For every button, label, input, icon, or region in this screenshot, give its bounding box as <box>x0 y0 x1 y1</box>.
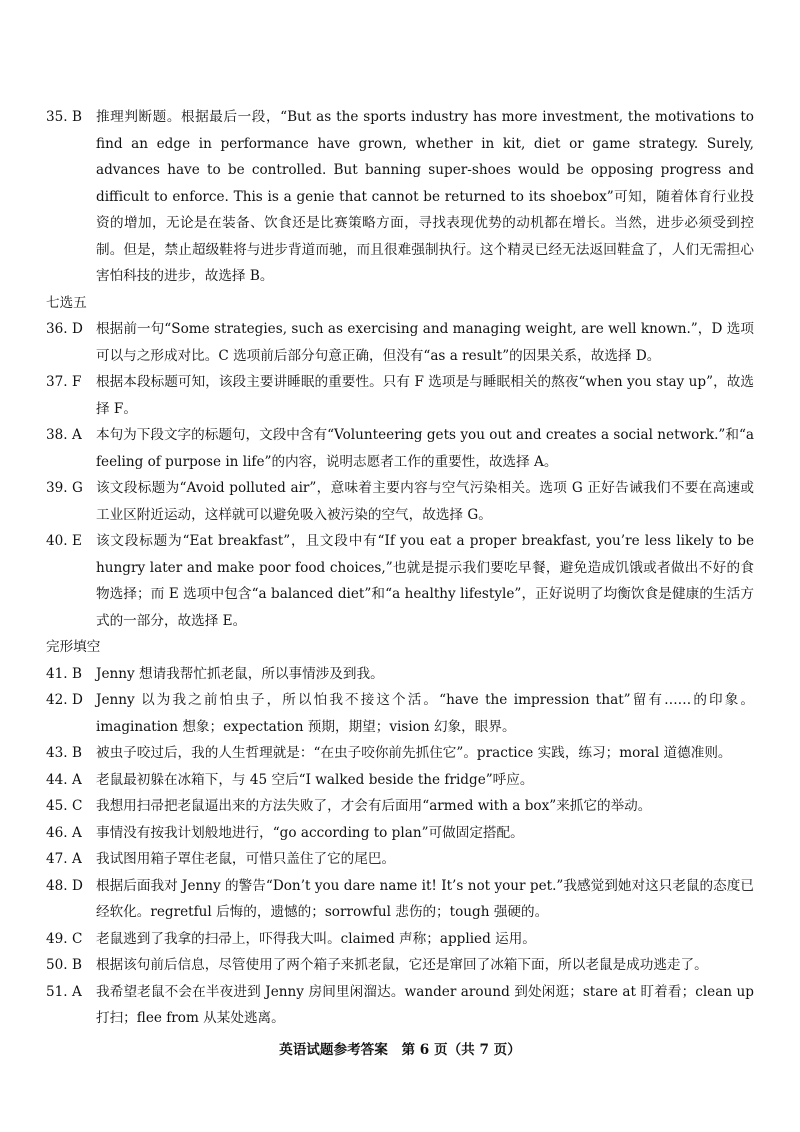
answer-explanation: 推理判断题。根据最后一段，“But as the sports industry has more investment, the motivations to find an edge in performance have grown, whether in kit, diet or game strategy. Surely, advances have to be controlled. But banning super-shoes would be opposing progress and difficult to enforce. This is a genie that cannot be returned to its shoebox”可知，随着体育行业投资的增加，无论是在装备、饮食还是比赛策略方面，寻找表现优势的动机都在增长。当然，进步必须受到控制。但是，禁止超级鞋将与进步背道而驰，而且很难强制执行。这个精灵已经无法返回鞋盒了，人们无需担心害怕科技的进步，故选择 B。 <box>96 109 754 284</box>
answer-item-36 <box>46 316 754 369</box>
answer-number: 51. A <box>46 983 82 1000</box>
answer-item-43 <box>46 740 754 767</box>
answer-item-48 <box>46 873 754 926</box>
answer-item-46 <box>46 820 754 847</box>
answer-explanation: 根据本段标题可知，该段主要讲睡眠的重要性。只有 F 选项是与睡眠相关的熬夜“when you stay up”，故选择 F。 <box>96 374 754 417</box>
answer-explanation: 我想用扫帚把老鼠逼出来的方法失败了，才会有后面用“armed with a box”来抓它的举动。 <box>96 798 652 814</box>
answer-item-42 <box>46 687 754 740</box>
answer-number: 35. B <box>46 109 82 125</box>
answer-explanation: 该文段标题为“Eat breakfast”，且文段中有“If you eat a proper breakfast, you’re less likely to be hungry later and make poor food choices,”也就是提示我们要吃早餐，避免造成饥饿或者做出不好的食物选择；而 E 选项中包含“a balanced diet”和“a healthy lifestyle”，正好说明了均衡饮食是健康的生活方式的一部分，故选择 E。 <box>96 533 754 629</box>
answer-explanation: 被虫子咬过后，我的人生哲理就是：“在虫子咬你前先抓住它”。practice 实践，练习；moral 道德准则。 <box>96 745 732 761</box>
answer-item-44 <box>46 767 754 794</box>
answer-explanation: 事情没有按我计划般地进行，“go according to plan”可做固定搭配。 <box>96 824 524 841</box>
answer-item-50 <box>46 952 754 979</box>
answer-number: 41. B <box>46 665 82 682</box>
answer-item-49 <box>46 926 754 953</box>
answer-number: 38. A <box>46 427 82 443</box>
answer-content <box>46 104 754 1032</box>
answer-item-51 <box>46 979 754 1032</box>
answer-item-37 <box>46 369 754 422</box>
answer-explanation: 本句为下段文字的标题句，文段中含有“Volunteering gets you out and creates a social network.”和“a feeling of purpose in life”的内容，说明志愿者工作的重要性，故选择 A。 <box>96 427 755 470</box>
answer-number: 46. A <box>46 824 82 841</box>
answer-explanation: Jenny 以为我之前怕虫子，所以怕我不接这个活。“have the impression that”留有……的印象。imagination 想象；expectation 预期，期望；vision 幻象，眼界。 <box>96 692 754 735</box>
answer-number: 47. A <box>46 851 82 867</box>
answer-item-35 <box>46 104 754 290</box>
answer-number: 45. C <box>46 798 83 814</box>
answer-number: 36. D <box>46 321 83 337</box>
answer-explanation: 我希望老鼠不会在半夜进到 Jenny 房间里闲溜达。wander around 到处闲逛；stare at 盯着看；clean up 打扫；flee from 从某处逃离。 <box>96 983 754 1026</box>
answer-explanation: 老鼠逃到了我拿的扫帚上，吓得我大叫。claimed 声称；applied 运用。 <box>96 930 536 947</box>
answer-item-41 <box>46 661 754 688</box>
answer-number: 40. E <box>46 533 82 549</box>
answer-explanation: 该文段标题为“Avoid polluted air”，意味着主要内容与空气污染相关。选项 G 正好告诫我们不要在高速或工业区附近运动，这样就可以避免吸入被污染的空气，故选择 G。 <box>96 480 754 523</box>
answer-number: 49. C <box>46 930 83 947</box>
answer-explanation: 我试图用箱子罩住老鼠，可惜只盖住了它的尾巴。 <box>96 851 396 867</box>
page-footer: 英语试题参考答案 第 6 页（共 7 页） <box>279 1042 521 1058</box>
answer-item-40 <box>46 528 754 634</box>
answer-number: 43. B <box>46 745 82 761</box>
answer-number: 44. A <box>46 771 82 788</box>
answer-item-47 <box>46 846 754 873</box>
answer-number: 37. F <box>46 374 82 390</box>
answer-explanation: Jenny 想请我帮忙抓老鼠，所以事情涉及到我。 <box>96 665 384 682</box>
answer-number: 48. D <box>46 877 83 894</box>
answer-number: 42. D <box>46 692 83 708</box>
answer-explanation: 根据后面我对 Jenny 的警告“Don’t you dare name it! It’s not your pet.”我感觉到她对这只老鼠的态度已经软化。regretful 后悔的，遗憾的；sorrowful 悲伤的；tough 强硬的。 <box>96 877 754 920</box>
answer-explanation: 根据前一句“Some strategies, such as exercising and managing weight, are well known.”，D 选项可以与之形成对比。C 选项前后部分句意正确，但没有“as a result”的因果关系，故选择 D。 <box>96 321 754 364</box>
section-heading-wanxing: 完形填空 <box>46 639 101 655</box>
answer-item-45 <box>46 793 754 820</box>
answer-number: 39. G <box>46 480 83 496</box>
answer-number: 50. B <box>46 957 82 973</box>
answer-item-38 <box>46 422 754 475</box>
answer-explanation: 老鼠最初躲在冰箱下，与 45 空后“I walked beside the fridge”呼应。 <box>96 771 534 788</box>
answer-explanation: 根据该句前后信息，尽管使用了两个箱子来抓老鼠，它还是窜回了冰箱下面，所以老鼠是成功逃走了。 <box>96 957 708 973</box>
answer-item-39 <box>46 475 754 528</box>
section-heading-qixuanwu: 七选五 <box>46 294 87 311</box>
